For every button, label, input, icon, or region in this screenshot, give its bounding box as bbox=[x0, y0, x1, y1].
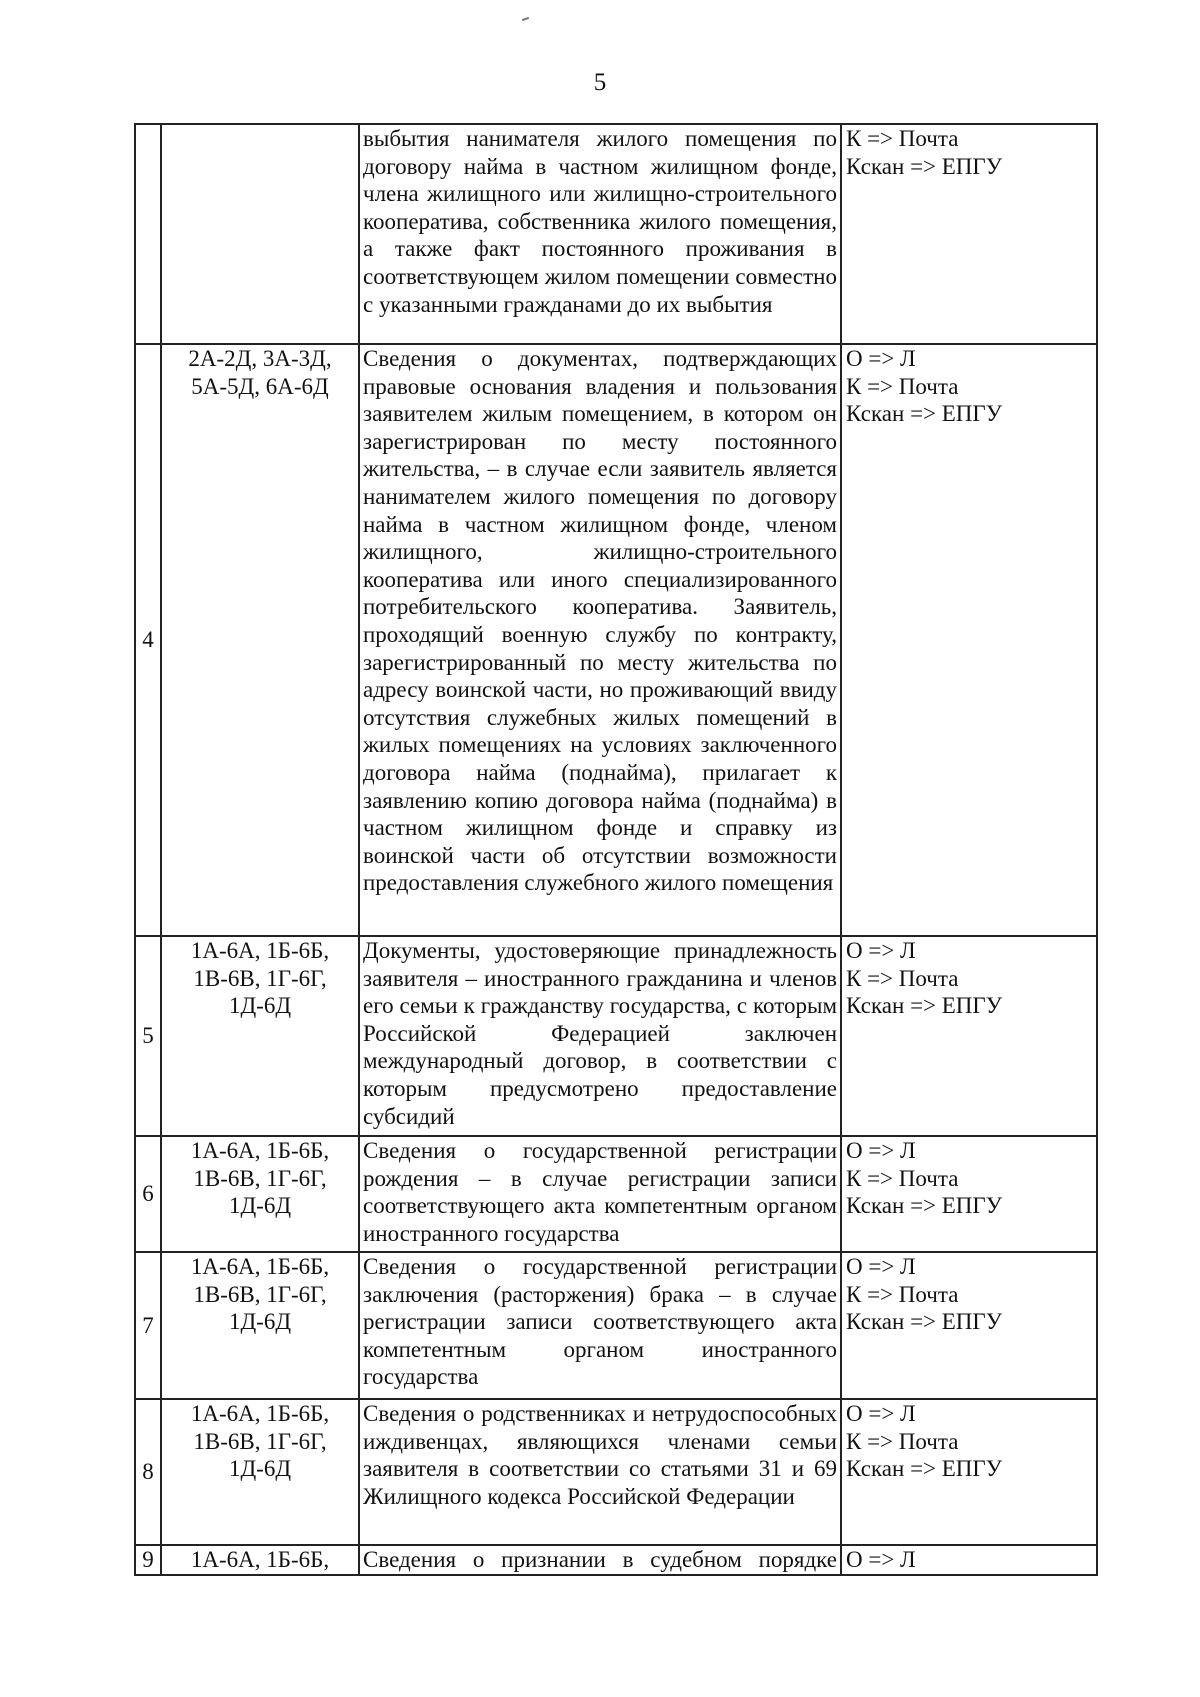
row-channels bbox=[841, 1399, 1097, 1545]
channel-line: О => Л bbox=[846, 346, 916, 371]
row-channels bbox=[841, 344, 1097, 936]
table-row bbox=[135, 936, 1097, 1136]
row-number: 5 bbox=[135, 936, 161, 1136]
page-number: 5 bbox=[593, 69, 607, 96]
document-table bbox=[134, 123, 1098, 1576]
row-description: Сведения о документах, подтверждающих правовые основания владения и пользования заявителем жилым помещением, в котором он зарегистрирован по месту постоянного жительства, – в случае если заявитель является нанимателем жилого помещения по договору найма в частном жилищном фонде, членом жилищного, жилищно-строительного кооператива или иного специализированного потребительского кооператива. Заявитель, проходящий военную службу по контракту, зарегистрированный по месту жительства по адресу воинской части, но проживающий ввиду отсутствия служебных жилых помещений в жилых помещениях на условиях заключенного договора найма (поднайма), прилагает к заявлению копию договора найма (поднайма) в частном жилищном фонде и справку из воинской части об отсутствии возможности предоставления служебного жилого помещения bbox=[359, 344, 841, 936]
row-number bbox=[135, 124, 161, 344]
scan-speck bbox=[522, 17, 529, 21]
table-row bbox=[135, 344, 1097, 936]
channel-line: К => Почта bbox=[846, 1165, 959, 1191]
row-description: выбытия нанимателя жилого помещения по договору найма в частном жилищном фонде, члена жилищного или жилищно-строительного кооператива, собственника жилого помещения, а также факт постоянного проживания в соответствующем жилом помещении совместно с указанными гражданами до их выбытия bbox=[359, 124, 841, 344]
channel-line: Кскан => ЕПГУ bbox=[846, 401, 1003, 427]
channel-line: Кскан => ЕПГУ bbox=[846, 1456, 1003, 1482]
row-codes: 2А-2Д, 3А-3Д, 5А-5Д, 6А-6Д bbox=[161, 344, 359, 936]
row-codes: 1А-6А, 1Б-6Б, 1В-6В, 1Г-6Г, 1Д-6Д bbox=[161, 1252, 359, 1399]
row-channels bbox=[841, 1252, 1097, 1399]
row-number: 9 bbox=[135, 1545, 161, 1575]
channel-line: О => Л bbox=[846, 1547, 916, 1572]
table-row bbox=[135, 1136, 1097, 1252]
row-codes: 1А-6А, 1Б-6Б, 1В-6В, 1Г-6Г, 1Д-6Д bbox=[161, 1399, 359, 1545]
row-codes: 1А-6А, 1Б-6Б, 1В-6В, 1Г-6Г, 1Д-6Д bbox=[161, 936, 359, 1136]
row-description: Документы, удостоверяющие принадлежность заявителя – иностранного гражданина и членов его семьи к гражданству государства, с которым Российской Федерацией заключен международный договор, в соответствии с которым предусмотрено предоставление субсидий bbox=[359, 936, 841, 1136]
row-channels bbox=[841, 936, 1097, 1136]
row-description: Сведения о государственной регистрации рождения – в случае регистрации записи соответствующего акта компетентным органом иностранного государства bbox=[359, 1136, 841, 1252]
table-row bbox=[135, 1399, 1097, 1545]
channel-line: К => Почта bbox=[846, 965, 959, 991]
row-channels bbox=[841, 1136, 1097, 1252]
row-codes: 1А-6А, 1Б-6Б, 1В-6В, 1Г-6Г, 1Д-6Д bbox=[161, 1136, 359, 1252]
channel-line: К => Почта bbox=[846, 1428, 959, 1454]
row-description: Сведения о родственниках и нетрудоспособных иждивенцах, являющихся членами семьи заявителя в соответствии со статьями 31 и 69 Жилищного кодекса Российской Федерации bbox=[359, 1399, 841, 1545]
channel-line: Кскан => ЕПГУ bbox=[846, 1309, 1003, 1335]
row-channels bbox=[841, 1545, 1097, 1575]
channel-line: О => Л bbox=[846, 938, 916, 963]
channel-line: О => Л bbox=[846, 1401, 916, 1426]
row-channels bbox=[841, 124, 1097, 344]
channel-line: О => Л bbox=[846, 1138, 916, 1163]
table-row bbox=[135, 1252, 1097, 1399]
row-codes: 1А-6А, 1Б-6Б, bbox=[161, 1545, 359, 1575]
table-row bbox=[135, 1545, 1097, 1575]
channel-line: Кскан => ЕПГУ bbox=[846, 1193, 1003, 1219]
channel-line: О => Л bbox=[846, 1254, 916, 1279]
table-row bbox=[135, 124, 1097, 344]
channel-line: Кскан => ЕПГУ bbox=[846, 993, 1003, 1019]
row-codes bbox=[161, 124, 359, 344]
row-number: 7 bbox=[135, 1252, 161, 1399]
channel-line: К => Почта bbox=[846, 126, 959, 151]
row-description: Сведения о государственной регистрации заключения (расторжения) брака – в случае регистрации записи соответствующего акта компетентным органом иностранного государства bbox=[359, 1252, 841, 1399]
row-number: 6 bbox=[135, 1136, 161, 1252]
channel-line: Кскан => ЕПГУ bbox=[846, 153, 1003, 179]
row-number: 8 bbox=[135, 1399, 161, 1545]
row-description: Сведения о признании в судебном порядке bbox=[359, 1545, 841, 1575]
channel-line: К => Почта bbox=[846, 1281, 959, 1307]
channel-line: К => Почта bbox=[846, 373, 959, 399]
row-number: 4 bbox=[135, 344, 161, 936]
